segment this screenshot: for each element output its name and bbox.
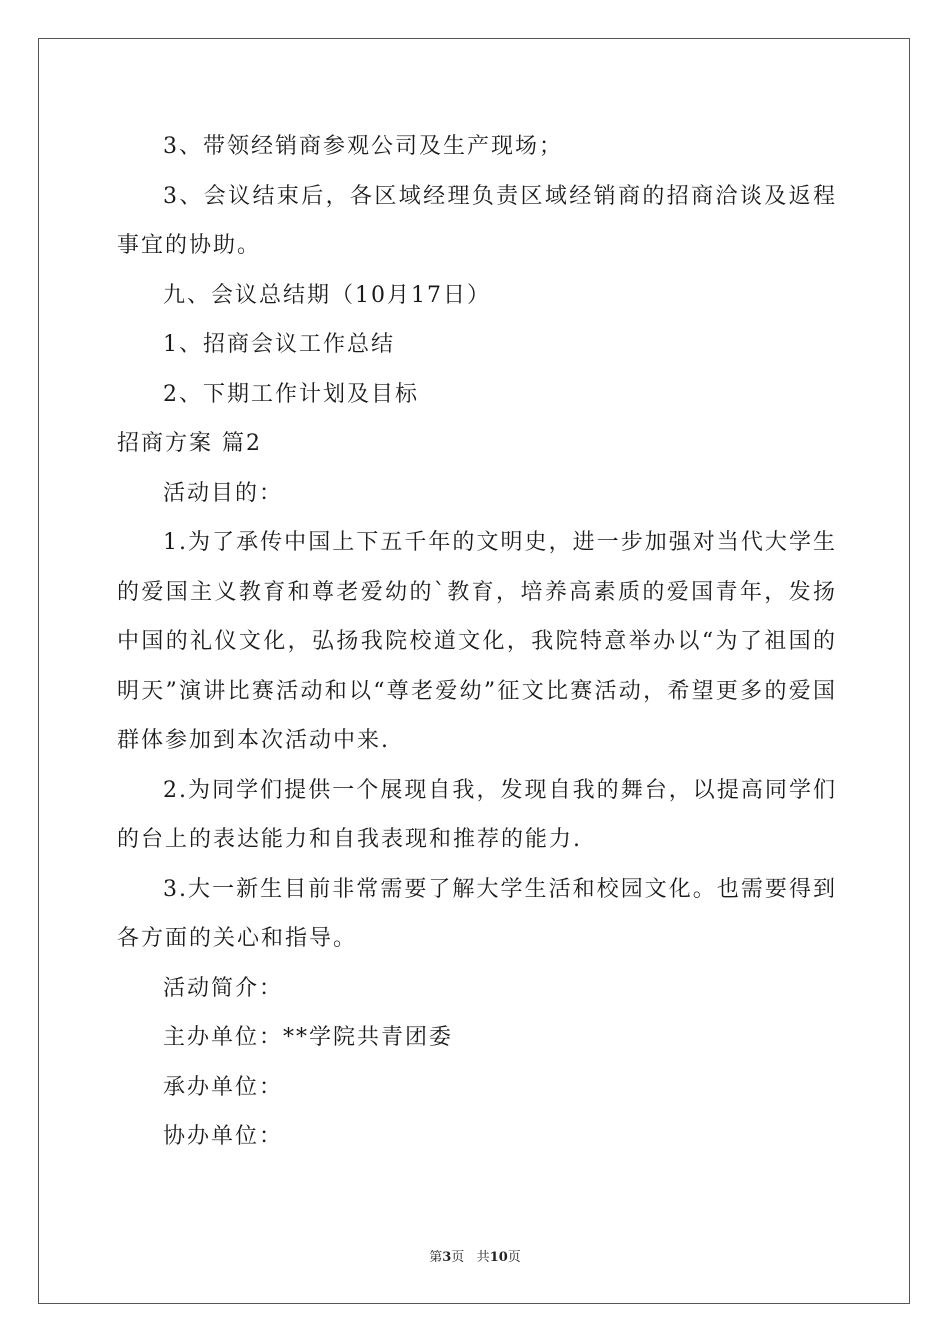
paragraph: 2.为同学们提供一个展现自我，发现自我的舞台，以提高同学们的台上的表达能力和自我表现和推荐的能力. xyxy=(117,777,837,852)
section-heading: 活动简介： xyxy=(163,975,284,1001)
paragraph: 1、招商会议工作总结 xyxy=(163,332,395,357)
page-prefix: 第 xyxy=(429,1250,443,1265)
paragraph: 3、会议结束后，各区域经理负责区域经销商的招商洽谈及返程事宜的协助。 xyxy=(117,183,837,258)
total-suffix: 页 xyxy=(507,1250,521,1265)
page-total: 10 xyxy=(489,1250,508,1265)
article-title: 招商方案 篇2 xyxy=(117,431,262,456)
page-current: 3 xyxy=(442,1250,452,1265)
paragraph: 3、带领经销商参观公司及生产现场； xyxy=(163,134,563,159)
paragraph: 承办单位： xyxy=(163,1074,284,1100)
paragraph: 3.大一新生目前非常需要了解大学生活和校园文化。也需要得到各方面的关心和指导。 xyxy=(117,876,837,951)
paragraph: 主办单位：**学院共青团委 xyxy=(163,1025,454,1050)
page-footer xyxy=(0,1246,950,1265)
page-suffix: 页 xyxy=(451,1250,465,1265)
section-heading: 活动目的： xyxy=(163,480,284,506)
paragraph: 协办单位： xyxy=(163,1124,284,1149)
total-prefix: 共 xyxy=(476,1250,490,1265)
section-heading: 九、会议总结期（10月17日） xyxy=(163,282,491,308)
paragraph: 1.为了承传中国上下五千年的文明史，进一步加强对当代大学生的爱国主义教育和尊老爱幼的`教育，培养高素质的爱国青年，发扬中国的礼仪文化，弘扬我院校道文化，我院特意举办以“为了祖国的明天”演讲比赛活动和以“尊老爱幼”征文比赛活动，希望更多的爱国群体参加到本次活动中来. xyxy=(117,530,837,753)
document-body xyxy=(117,122,837,1162)
paragraph: 2、下期工作计划及目标 xyxy=(163,381,419,407)
